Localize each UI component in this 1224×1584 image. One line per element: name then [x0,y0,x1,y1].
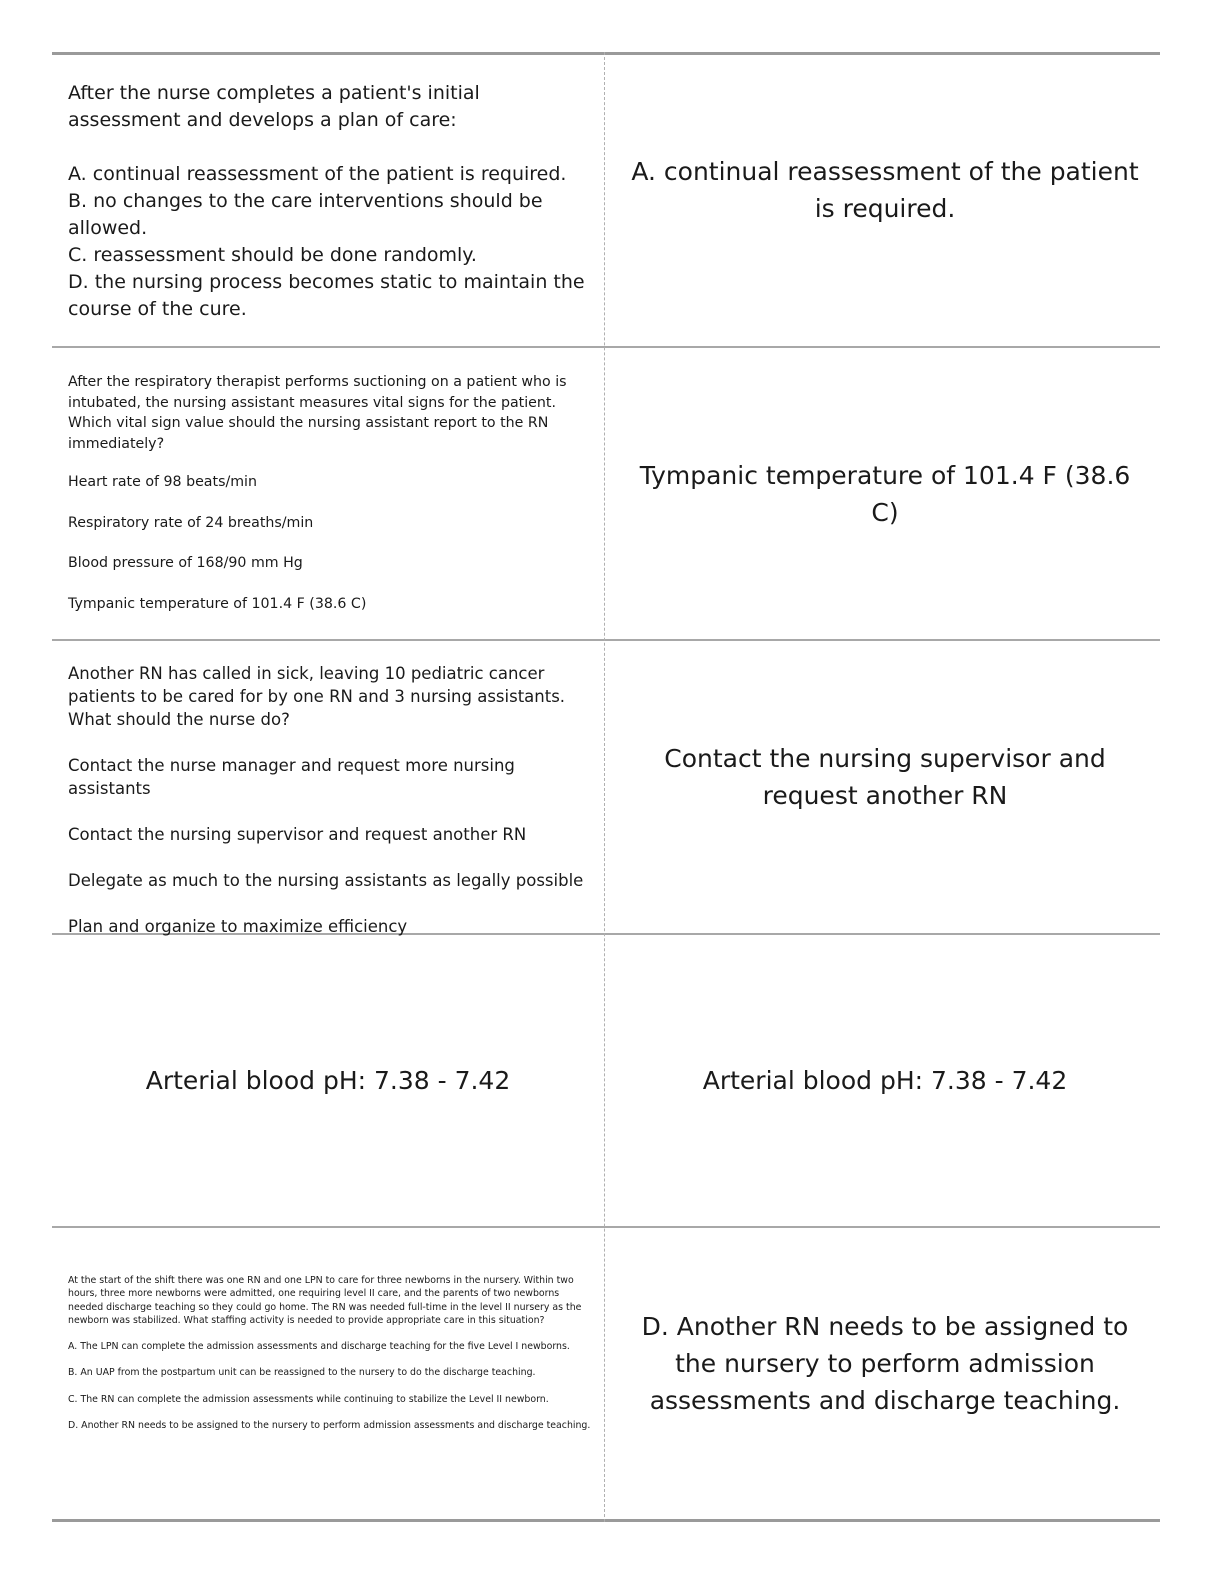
card-2-option: Tympanic temperature of 101.4 F (38.6 C) [68,595,367,612]
card-3-option: Plan and organize to maximize efficiency [68,917,408,936]
card-5-answer-text: D. Another RN needs to be assigned to the nursery to perform admission assessments and discharge teaching. [641,1312,1129,1415]
card-4-question [52,935,604,1226]
card-2-option: Heart rate of 98 beats/min [68,474,257,490]
card-4-answer [610,935,1160,1226]
card-1-option: D. the nursing process becomes static to maintain the [68,271,585,293]
card-1-answer [610,54,1160,346]
card-5-option: C. The RN can complete the admission assessments while continuing to stabilize the Level II newborn. [68,1393,549,1405]
bottom-border [52,1519,1160,1522]
card-2-answer-text: Tympanic temperature of 101.4 F (38.6 C) [639,460,1131,527]
card-2-answer [610,348,1160,639]
card-5-option: A. The LPN can complete the admission assessments and discharge teaching for the five Level I newborns. [68,1341,570,1353]
card-1-option: B. no changes to the care interventions should be [68,190,543,212]
fold-line [604,52,605,1522]
card-5-option: B. An UAP from the postpartum unit can be reassigned to the nursery to do the discharge teaching. [68,1367,536,1379]
card-4-question-text: Arterial blood pH: 7.38 - 7.42 [145,1066,511,1095]
card-3-question [68,662,592,961]
card-2-stem: After the respiratory therapist performs suctioning on a patient who is intubated, the nursing assistant measures vital signs for the patient. Which vital sign value should the nursing assistant report to the RN immediately? [68,374,567,452]
card-1-question [68,80,592,323]
card-1-question-line: assessment and develops a plan of care: [68,109,457,131]
card-3-option: Contact the nursing supervisor and request another RN [68,825,527,844]
card-1-option: A. continual reassessment of the patient is required. [68,163,567,185]
card-1-option: allowed. [68,217,148,239]
card-1-option: C. reassessment should be done randomly. [68,244,477,266]
card-3-option: Delegate as much to the nursing assistants as legally possible [68,871,584,890]
card-1-answer-text: A. continual reassessment of the patient is required. [631,157,1139,223]
card-5-answer [610,1228,1160,1519]
card-2-question [68,372,592,634]
flashcard-sheet [52,52,1160,1522]
card-3-option: Contact the nurse manager and request more nursing assistants [68,756,515,798]
card-1-option: course of the cure. [68,298,247,320]
card-3-stem: Another RN has called in sick, leaving 10 pediatric cancer patients to be cared for by one RN and 3 nursing assistants. What should the nurse do? [68,664,566,729]
card-2-option: Blood pressure of 168/90 mm Hg [68,555,303,571]
card-4-answer-text: Arterial blood pH: 7.38 - 7.42 [702,1066,1068,1095]
card-2-option: Respiratory rate of 24 breaths/min [68,514,314,531]
card-5-stem: At the start of the shift there was one RN and one LPN to care for three newborns in the nursery. Within two hours, three more newborns were admitted, one requiring level II care, and the parents of two newborns needed discharge teaching so they could go home. The RN was needed full-time in the level II nursery as the newborn was stabilized. What staffing activity is needed to provide appropriate care in this situation? [68,1275,582,1326]
card-1-question-line: After the nurse completes a patient's initial [68,82,480,104]
card-3-answer [610,641,1160,933]
card-5-option: D. Another RN needs to be assigned to the nursery to perform admission assessments and discharge teaching. [68,1420,591,1432]
card-5-question [68,1274,592,1445]
card-3-answer-text: Contact the nursing supervisor and request another RN [664,744,1106,810]
